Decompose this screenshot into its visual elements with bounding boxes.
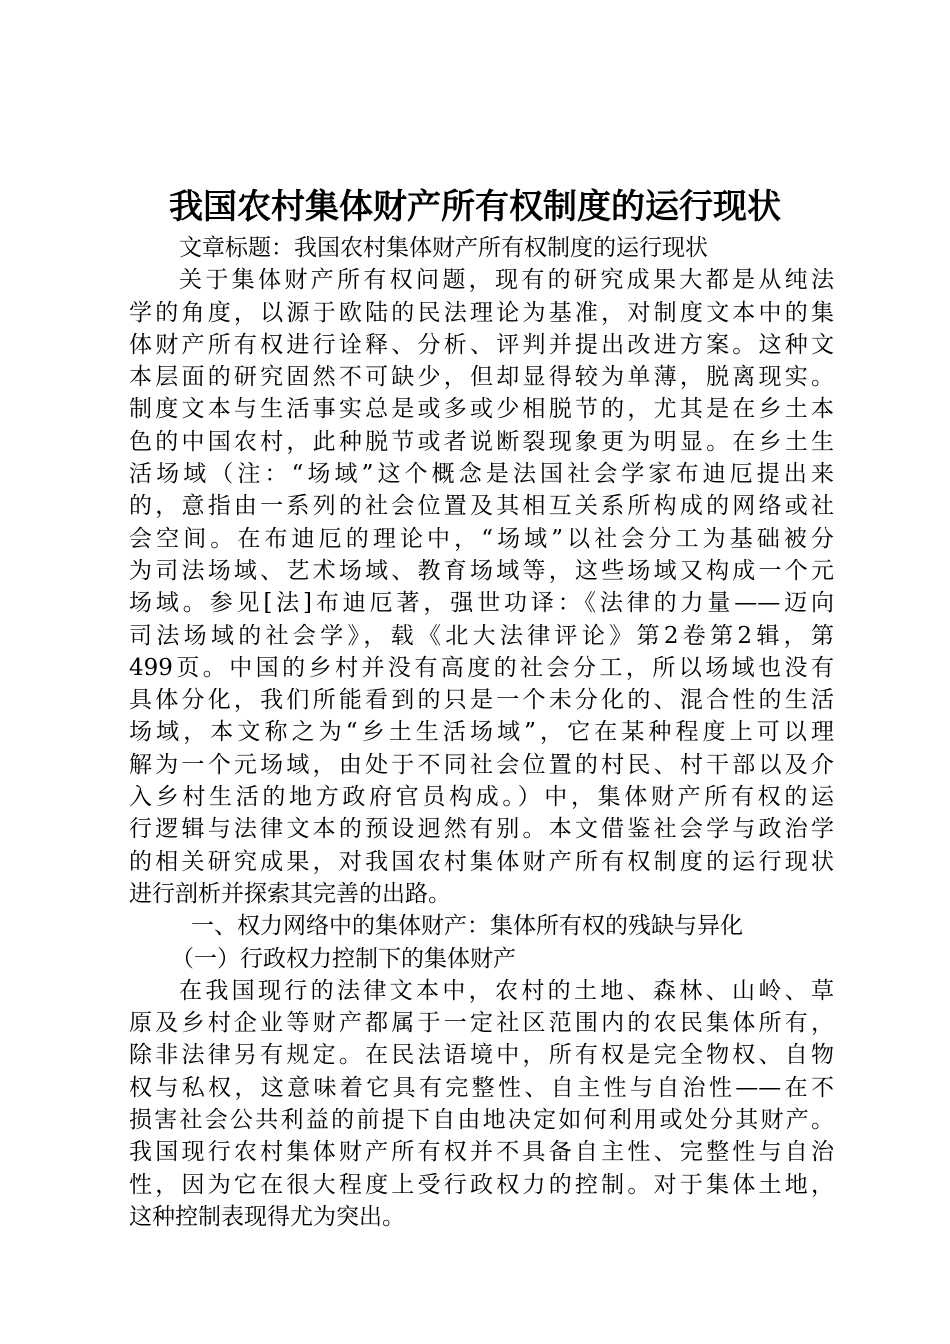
text-line: 场域。参见[法]布迪厄著，强世功译：《法律的力量——迈向 [129, 590, 834, 617]
text-line: 为司法场域、艺术场域、教育场域等，这些场域又构成一个元 [129, 557, 834, 584]
text-line: 体财产所有权进行诠释、分析、评判并提出改进方案。这种文 [129, 331, 834, 358]
text-line: 学的角度，以源于欧陆的民法理论为基准，对制度文本中的集 [129, 299, 834, 326]
text-line: 具体分化，我们所能看到的只是一个未分化的、混合性的生活 [129, 687, 834, 714]
text-line: 损害社会公共利益的前提下自由地决定如何利用或处分其财产。 [129, 1107, 834, 1134]
document-body [129, 232, 834, 1233]
text-line: 499页。中国的乡村并没有高度的社会分工，所以场域也没有 [129, 654, 834, 681]
text-line: 这种控制表现得尤为突出。 [129, 1203, 405, 1230]
text-line: 司法场域的社会学》，载《北大法律评论》第2卷第2辑，第 [129, 622, 834, 649]
text-line: 本层面的研究固然不可缺少，但却显得较为单薄，脱离现实。 [129, 364, 834, 391]
text-line: 色的中国农村，此种脱节或者说断裂现象更为明显。在乡土生 [129, 428, 834, 455]
text-line: 的，意指由一系列的社会位置及其相互关系所构成的网络或社 [129, 493, 834, 520]
text-line: 除非法律另有规定。在民法语境中，所有权是完全物权、自物 [129, 1042, 834, 1069]
text-line: 在我国现行的法律文本中，农村的土地、森林、山岭、草 [179, 977, 834, 1004]
text-line: 会空间。在布迪厄的理论中，“场域”以社会分工为基础被分 [129, 525, 834, 552]
text-line: 关于集体财产所有权问题，现有的研究成果大都是从纯法 [179, 267, 834, 294]
text-line: 权与私权，这意味着它具有完整性、自主性与自治性——在不 [129, 1074, 834, 1101]
text-line: 文章标题：我国农村集体财产所有权制度的运行现状 [179, 235, 708, 261]
text-line: 制度文本与生活事实总是或多或少相脱节的，尤其是在乡土本 [129, 396, 834, 423]
text-line: 行逻辑与法律文本的预设迥然有别。本文借鉴社会学与政治学 [129, 816, 834, 843]
text-line: 活场域（注：“场域”这个概念是法国社会学家布迪厄提出来 [129, 461, 834, 488]
text-line: 的相关研究成果，对我国农村集体财产所有权制度的运行现状 [129, 848, 834, 875]
text-line: 场域，本文称之为“乡土生活场域”，它在某种程度上可以理 [129, 719, 834, 746]
text-line: 一、权力网络中的集体财产：集体所有权的残缺与异化 [191, 913, 743, 940]
text-line: 解为一个元场域，由处于不同社会位置的村民、村干部以及介 [129, 751, 834, 778]
text-line: 进行剖析并探索其完善的出路。 [129, 880, 451, 907]
text-line: （一）行政权力控制下的集体财产 [171, 945, 516, 972]
text-line: 性，因为它在很大程度上受行政权力的控制。对于集体土地， [129, 1171, 834, 1198]
text-line: 原及乡村企业等财产都属于一定社区范围内的农民集体所有， [129, 1010, 834, 1037]
text-line: 我国现行农村集体财产所有权并不具备自主性、完整性与自治 [129, 1139, 834, 1166]
text-line: 入乡村生活的地方政府官员构成。）中，集体财产所有权的运 [129, 784, 834, 811]
document-title: 我国农村集体财产所有权制度的运行现状 [169, 187, 781, 227]
